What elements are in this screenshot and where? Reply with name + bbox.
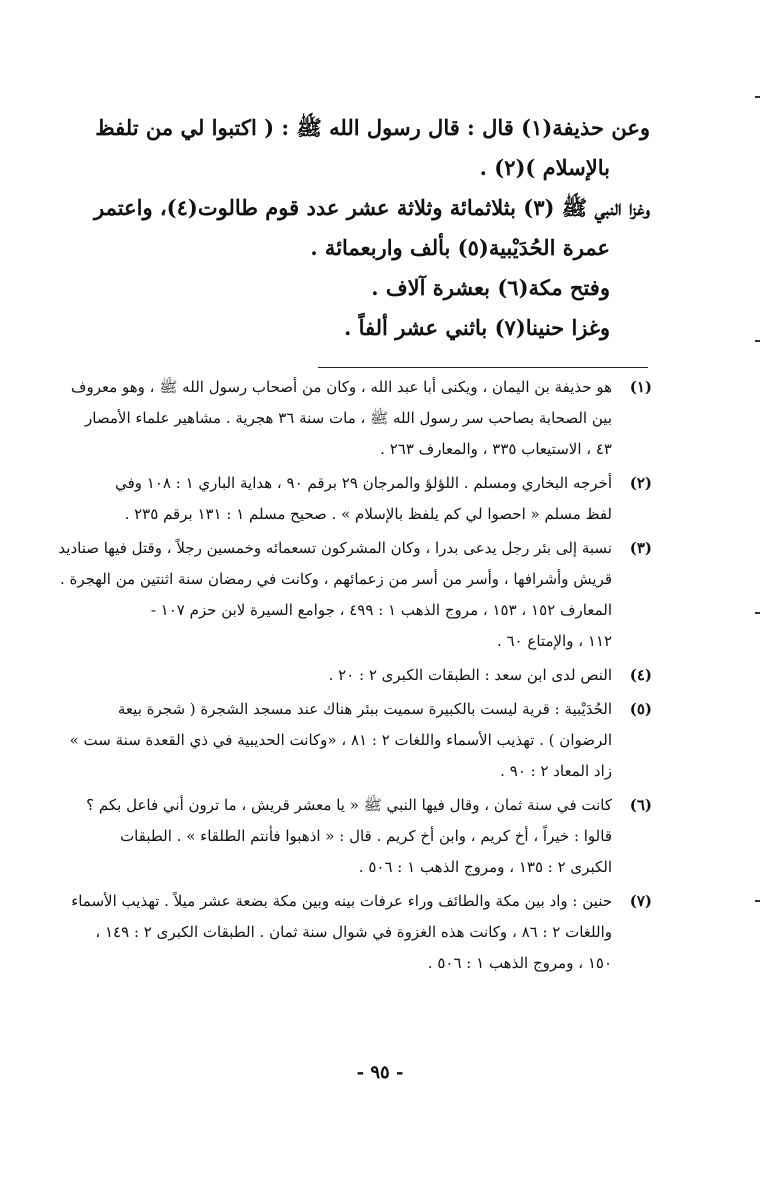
- footnote-line: زاد المعاد ٢ : ٩٠ .: [500, 762, 612, 780]
- footnote-line: الحُدَيْبية : قرية ليست بالكبيرة سميت ببئر هناك عند مسجد الشجرة ( شجرة بيعة: [117, 700, 612, 718]
- footnote-line: حنين : واد بين مكة والطائف وراء عرفات بينه وبين مكة بضعة عشر ميلاً . تهذيب الأسماء: [71, 892, 612, 910]
- footnote-line: ١١٢ ، والإمتاع ٦٠ .: [496, 632, 612, 650]
- footnote-line: النص لدى ابن سعد : الطبقات الكبرى ٢ : ٢٠ .: [328, 666, 612, 684]
- scan-edge-mark: [755, 340, 760, 342]
- footnote-line: أخرجه البخاري ومسلم . اللؤلؤ والمرجان ٢٩ برقم ٩٠ ، هداية الباري ١ : ١٠٨ وفي: [115, 474, 612, 492]
- footnote-4: [52, 660, 652, 691]
- footnote-line: نسبة إلى بئر رجل يدعى بدرا ، وكان المشركون تسعمائه وخمسين رجلاً ، وقتل فيها صناديد: [58, 539, 612, 557]
- footnote-line: الكبرى ٢ : ١٣٥ ، ومروج الذهب ١ : ٥٠٦ .: [358, 858, 612, 876]
- footnote-separator: [318, 367, 648, 368]
- main-text-line: وغزا النبي ﷺ (٣) بثلاثمائة وثلاثة عشر عدد قوم طالوت(٤)، واعتمر: [94, 195, 650, 220]
- footnote-line: ١٥٠ ، ومروج الذهب ١ : ٥٠٦ .: [427, 954, 612, 972]
- footnote-line: هو حذيفة بن اليمان ، ويكنى أبا عبد الله ، وكان من أصحاب رسول الله ﷺ ، وهو معروف: [70, 378, 612, 396]
- scan-edge-mark: [755, 96, 760, 98]
- main-text-line: وفتح مكة(٦) بعشرة آلاف .: [371, 275, 610, 300]
- footnote-2: [52, 468, 652, 530]
- footnote-3: [52, 533, 652, 657]
- footnote-line: واللغات ٢ : ٨٦ ، وكانت هذه الغزوة في شوال سنة ثمان . الطبقات الكبرى ٢ : ١٤٩ ،: [95, 923, 612, 941]
- footnotes: [52, 372, 652, 979]
- main-text-line: عمرة الحُدَيْبية(٥) بألف واربعمائة .: [310, 235, 610, 260]
- footnote-number: (٧): [629, 892, 652, 910]
- footnote-1: [52, 372, 652, 465]
- footnote-line: ٤٣ ، الاستيعاب ٣٣٥ ، والمعارف ٢٦٣ .: [380, 440, 612, 458]
- footnote-7: [52, 886, 652, 979]
- scan-edge-mark: [755, 900, 760, 902]
- footnote-number: (٢): [629, 474, 652, 492]
- footnote-line: الرضوان ) . تهذيب الأسماء واللغات ٢ : ٨١ ، «وكانت الحديبية في ذي القعدة سنة ست »: [69, 731, 612, 749]
- main-text-line: وعن حذيفة(١) قال : قال رسول الله ﷺ : ( اكتبوا لي من تلفظ: [95, 115, 650, 140]
- footnote-line: لفظ مسلم « احصوا لي كم يلفظ بالإسلام » . صحيح مسلم ١ : ١٣١ برقم ٢٣٥ .: [124, 505, 612, 523]
- main-text-line: وغزا حنينا(٧) باثني عشر ألفاً .: [344, 315, 610, 340]
- footnote-6: [52, 790, 652, 883]
- footnote-number: (٦): [629, 796, 652, 814]
- main-text: [94, 108, 650, 348]
- footnote-number: (١): [629, 378, 652, 396]
- footnote-line: بين الصحابة بصاحب سر رسول الله ﷺ ، مات سنة ٣٦ هجرية . مشاهير علماء الأمصار: [85, 409, 612, 427]
- footnote-number: (٤): [629, 666, 652, 684]
- footnote-5: [52, 694, 652, 787]
- main-text-line: بالإسلام )(٢) .: [479, 155, 610, 180]
- scan-edge-mark: [755, 612, 760, 614]
- footnote-number: (٣): [629, 539, 652, 557]
- footnote-line: كانت في سنة ثمان ، وقال فيها النبي ﷺ « يا معشر قريش ، ما ترون أني فاعل بكم ؟: [86, 796, 612, 814]
- footnote-line: قالوا : خيراً ، أخ كريم ، وابن أخ كريم . قال : « اذهبوا فأنتم الطلقاء » . الطبقات: [120, 827, 612, 845]
- footnote-line: قريش وأشرافها ، وأسر من أسر من زعمائهم ، وكانت في رمضان سنة اثنتين من الهجرة .: [59, 570, 612, 588]
- page-number: - ٩٥ -: [356, 1062, 404, 1083]
- footnote-number: (٥): [629, 700, 652, 718]
- footnote-line: المعارف ١٥٢ ، ١٥٣ ، مروج الذهب ١ : ٤٩٩ ، جوامع السيرة لابن حزم ١٠٧ -: [150, 601, 612, 619]
